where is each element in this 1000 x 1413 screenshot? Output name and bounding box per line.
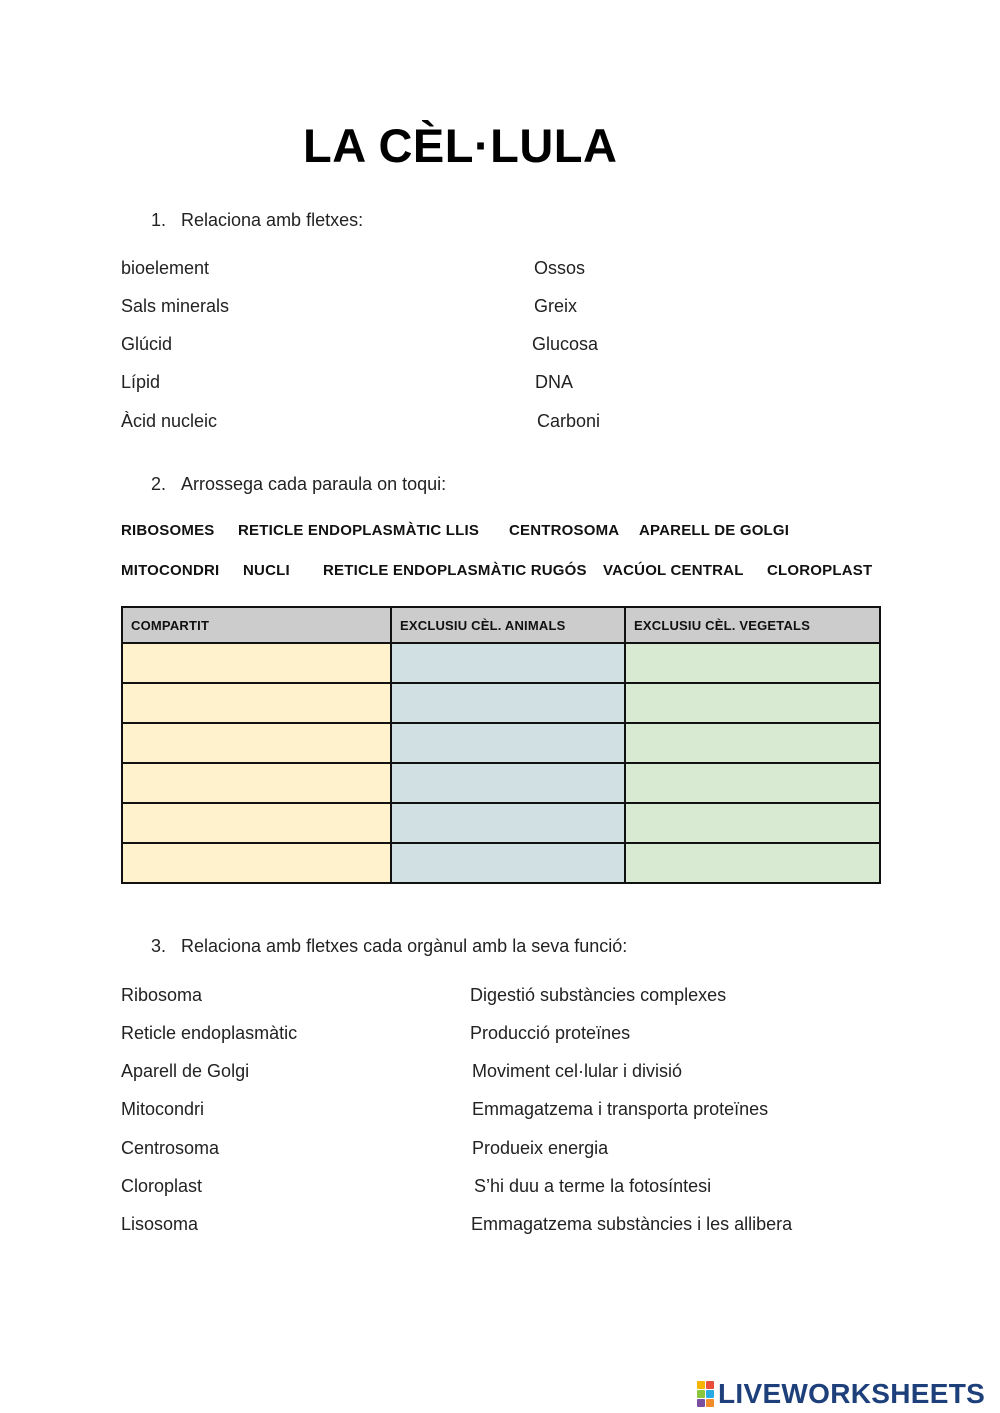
q3-left-item[interactable]: Mitocondri (121, 1099, 205, 1119)
question-number: 3. (151, 936, 167, 956)
question-prompt: Arrossega cada paraula on toqui: (181, 474, 447, 494)
drop-zone-animals[interactable] (391, 763, 625, 803)
table-header-row (122, 607, 880, 643)
drop-zone-compartit[interactable] (122, 683, 391, 723)
q1-right-item[interactable]: Ossos (534, 258, 586, 278)
question-number: 2. (151, 474, 167, 494)
word-mitocondri[interactable]: MITOCONDRI (121, 562, 220, 579)
header-compartit: COMPARTIT (122, 607, 391, 643)
drop-zone-vegetals[interactable] (625, 643, 880, 683)
word-vacuol-central[interactable]: VACÚOL CENTRAL (603, 562, 744, 579)
question-1-heading (151, 210, 363, 231)
drop-zone-compartit[interactable] (122, 803, 391, 843)
drop-zone-animals[interactable] (391, 843, 625, 883)
drop-zone-compartit[interactable] (122, 843, 391, 883)
word-nucli[interactable]: NUCLI (243, 562, 290, 579)
word-cloroplast[interactable]: CLOROPLAST (767, 562, 873, 579)
q1-left-item[interactable]: Lípid (121, 372, 161, 392)
q1-right-item[interactable]: Greix (534, 296, 578, 316)
question-2-heading (151, 474, 446, 495)
table-row (122, 723, 880, 763)
drop-zone-vegetals[interactable] (625, 763, 880, 803)
question-prompt: Relaciona amb fletxes: (181, 210, 364, 230)
q3-right-item[interactable]: Moviment cel·lular i divisió (472, 1061, 683, 1081)
drop-zone-animals[interactable] (391, 723, 625, 763)
word-centrosoma[interactable]: CENTROSOMA (509, 522, 620, 539)
q3-right-item[interactable]: S’hi duu a terme la fotosíntesi (474, 1176, 712, 1196)
table-row (122, 803, 880, 843)
table-row (122, 683, 880, 723)
drop-zone-vegetals[interactable] (625, 723, 880, 763)
q3-right-item[interactable]: Producció proteïnes (470, 1023, 631, 1043)
word-reticle-rugos[interactable]: RETICLE ENDOPLASMÀTIC RUGÓS (323, 562, 587, 579)
drop-zone-compartit[interactable] (122, 763, 391, 803)
q1-right-item[interactable]: Glucosa (532, 334, 599, 354)
table-row (122, 763, 880, 803)
page-title: LA CÈL·LULA (303, 119, 618, 172)
word-ribosomes[interactable]: RIBOSOMES (121, 522, 215, 539)
drop-zone-compartit[interactable] (122, 643, 391, 683)
drop-zone-animals[interactable] (391, 803, 625, 843)
table-row (122, 643, 880, 683)
drop-zone-animals[interactable] (391, 643, 625, 683)
question-3-heading (151, 936, 627, 957)
word-reticle-llis[interactable]: RETICLE ENDOPLASMÀTIC LLIS (238, 522, 480, 539)
logo-text: LIVEWORKSHEETS (718, 1378, 986, 1409)
q1-right-item[interactable]: DNA (535, 372, 574, 392)
word-aparell-golgi[interactable]: APARELL DE GOLGI (639, 522, 790, 539)
q1-left-item[interactable]: Glúcid (121, 334, 173, 354)
q3-left-item[interactable]: Centrosoma (121, 1138, 220, 1158)
drop-zone-vegetals[interactable] (625, 843, 880, 883)
q3-right-item[interactable]: Digestió substàncies complexes (470, 985, 727, 1005)
question-prompt: Relaciona amb fletxes cada orgànul amb la seva funció: (181, 936, 628, 956)
drop-zone-vegetals[interactable] (625, 803, 880, 843)
q3-left-item[interactable]: Aparell de Golgi (121, 1061, 250, 1081)
q3-left-item[interactable]: Ribosoma (121, 985, 203, 1005)
q1-left-item[interactable]: Sals minerals (121, 296, 230, 316)
drop-zone-animals[interactable] (391, 683, 625, 723)
q3-left-item[interactable]: Lisosoma (121, 1214, 199, 1234)
q3-right-item[interactable]: Produeix energia (472, 1138, 609, 1158)
classification-table (121, 606, 881, 884)
q3-right-item[interactable]: Emmagatzema substàncies i les allibera (471, 1214, 793, 1234)
header-exclusiu-animals: EXCLUSIU CÈL. ANIMALS (391, 607, 625, 643)
q1-left-item[interactable]: Àcid nucleic (121, 411, 218, 431)
header-exclusiu-vegetals: EXCLUSIU CÈL. VEGETALS (625, 607, 880, 643)
q3-right-item[interactable]: Emmagatzema i transporta proteïnes (472, 1099, 769, 1119)
q3-left-item[interactable]: Cloroplast (121, 1176, 203, 1196)
q3-left-item[interactable]: Reticle endoplasmàtic (121, 1023, 298, 1043)
liveworksheets-logo-icon (697, 1381, 714, 1407)
liveworksheets-logo (697, 1378, 985, 1410)
question-number: 1. (151, 210, 167, 230)
q1-left-item[interactable]: bioelement (121, 258, 210, 278)
drop-zone-vegetals[interactable] (625, 683, 880, 723)
table-row (122, 843, 880, 883)
drop-zone-compartit[interactable] (122, 723, 391, 763)
q1-right-item[interactable]: Carboni (537, 411, 601, 431)
